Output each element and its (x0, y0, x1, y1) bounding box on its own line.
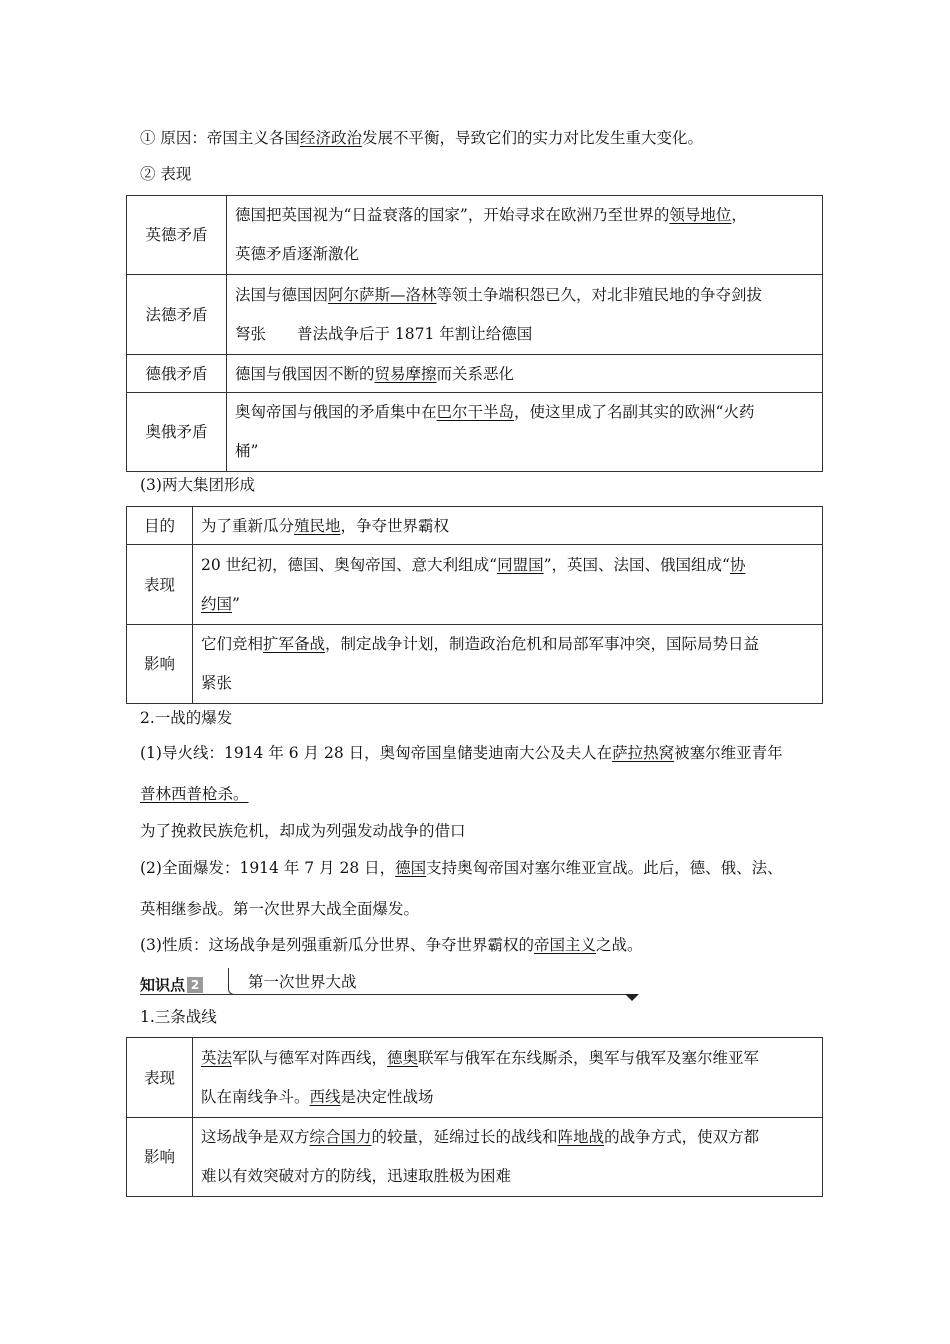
row-label: 影响 (127, 625, 193, 704)
blocs-heading: (3)两大集团形成 (140, 476, 255, 494)
text: 队在南线争斗。 (201, 1087, 310, 1106)
table-row (127, 625, 823, 704)
blank-answer: 阿尔萨斯—洛林 (328, 285, 437, 304)
row-content (193, 1118, 823, 1197)
text: 为了重新瓜分 (201, 516, 295, 535)
blank-answer: 英法 (201, 1048, 233, 1067)
blank-answer: 扩军备战 (263, 635, 326, 653)
blank-answer: 德奥 (387, 1048, 419, 1067)
text: ， (731, 206, 747, 224)
text: 德国把英国视为“日益衰落的国家”，开始寻求在欧洲乃至世界的 (235, 206, 670, 224)
text: 的较量，延绵过长的战线和 (371, 1128, 558, 1146)
text: 军队与德军对阵西线， (232, 1048, 388, 1067)
nature-line (140, 934, 643, 956)
blank-answer: 约国 (201, 594, 233, 613)
table-row (127, 275, 823, 355)
text: 是决定性战场 (340, 1087, 434, 1106)
row-label: 表现 (127, 1038, 193, 1118)
blocs-table (126, 506, 823, 704)
text: 桶” (235, 442, 259, 460)
table-row (127, 1038, 823, 1118)
text: 它们竞相 (201, 635, 264, 653)
text: 法国与德国因 (235, 285, 329, 304)
full-outbreak-line (140, 857, 783, 879)
text: 德国与俄国因不断的 (235, 364, 375, 383)
blank-answer: 协 (729, 555, 746, 574)
cause-line (140, 127, 703, 149)
blank-answer: 贸易摩擦 (374, 364, 437, 383)
text: (2)全面爆发：1914 年 7 月 28 日， (140, 859, 396, 877)
blank-answer: 德国 (395, 859, 427, 877)
fuse-line (140, 742, 783, 764)
note-line: 为了挽救民族危机，却成为列强发动战争的借口 (140, 822, 466, 840)
row-label: 表现 (127, 545, 193, 625)
text: 被塞尔维亚青年 (674, 744, 783, 762)
table-row (127, 196, 823, 275)
text: 而关系恶化 (436, 364, 515, 383)
blank-answer: 殖民地 (294, 516, 341, 535)
blank-answer: 领导地位 (669, 206, 732, 224)
manifest-heading: ② 表现 (140, 165, 192, 183)
text: 奥匈帝国与俄国的矛盾集中在 (235, 403, 437, 421)
blank-answer: 阵地战 (557, 1128, 605, 1146)
knowledge-point-title: 第一次世界大战 (248, 973, 357, 991)
row-content (227, 355, 823, 393)
text: (1)导火线：1914 年 6 月 28 日，奥匈帝国皇储斐迪南大公及夫人在 (140, 744, 613, 762)
text: ① 原因：帝国主义各国 (140, 129, 300, 147)
fuse-line-2 (140, 783, 249, 805)
blank-answer: 帝国主义 (533, 936, 596, 954)
full-outbreak-line-2: 英相继参战。第一次世界大战全面爆发。 (140, 900, 420, 918)
table-row (127, 507, 823, 545)
text: 这场战争是双方 (201, 1128, 310, 1146)
text: ” (232, 594, 240, 613)
row-label: 英德矛盾 (127, 196, 227, 275)
text: 难以有效突破对方的防线，迅速取胜极为困难 (201, 1167, 512, 1185)
text: 支持奥匈帝国对塞尔维亚宣战。此后，德、俄、法、 (426, 859, 783, 877)
row-content (227, 275, 823, 355)
text: 弩张 普法战争后于 1871 年割让给德国 (235, 324, 533, 343)
text: 20 世纪初，德国、奥匈帝国、意大利组成“ (201, 555, 498, 574)
knowledge-point-header (140, 968, 640, 1004)
knowledge-point-number: 2 (187, 977, 203, 993)
text: 普林西普枪杀。 (140, 785, 249, 803)
row-label: 法德矛盾 (127, 275, 227, 355)
row-content (193, 545, 823, 625)
row-content (227, 393, 823, 472)
blank-answer: 萨拉热窝 (612, 744, 675, 762)
text: ，争夺世界霸权 (340, 516, 450, 535)
text: 发展不平衡，导致它们的实力对比发生重大变化。 (361, 129, 703, 147)
row-label: 目的 (127, 507, 193, 545)
row-label: 奥俄矛盾 (127, 393, 227, 472)
fronts-heading: 1.三条战线 (140, 1008, 217, 1026)
text: 知识点 (140, 976, 186, 994)
text: (3)性质：这场战争是列强重新瓜分世界、争夺世界霸权的 (140, 936, 534, 954)
table-row (127, 393, 823, 472)
outbreak-heading: 2.一战的爆发 (140, 709, 233, 727)
text: ，制定战争计划，制造政治危机和局部军事冲突，国际局势日益 (325, 635, 760, 653)
row-label: 影响 (127, 1118, 193, 1197)
blank-answer: 综合国力 (309, 1128, 372, 1146)
blank-answer: 同盟国 (497, 555, 544, 574)
row-content (193, 507, 823, 545)
text: ，使这里成了名副其实的欧洲“火药 (514, 403, 755, 421)
text: 紧张 (201, 674, 233, 692)
row-content (193, 1038, 823, 1118)
contradictions-table (126, 195, 823, 472)
table-row (127, 1118, 823, 1197)
text: 等领土争端积怨已久，对北非殖民地的争夺剑拔 (436, 285, 763, 304)
arrow-down-icon (625, 994, 639, 1001)
blank-answer: 西线 (309, 1087, 341, 1106)
text: 的战争方式，使双方都 (604, 1128, 760, 1146)
text: 英德矛盾逐渐激化 (235, 245, 360, 263)
row-content (193, 625, 823, 704)
text: 之战。 (595, 936, 643, 954)
table-row (127, 545, 823, 625)
text: ”，英国、法国、俄国组成“ (543, 555, 730, 574)
knowledge-point-label (140, 974, 203, 995)
text: 联军与俄军在东线厮杀，奥军与俄军及塞尔维亚军 (418, 1048, 760, 1067)
table-row (127, 355, 823, 393)
bracket-decoration (228, 968, 237, 995)
row-content (227, 196, 823, 275)
divider (140, 994, 638, 995)
fronts-table (126, 1037, 823, 1197)
row-label: 德俄矛盾 (127, 355, 227, 393)
blank-answer: 经济政治 (299, 129, 362, 147)
blank-answer: 巴尔干半岛 (436, 403, 515, 421)
